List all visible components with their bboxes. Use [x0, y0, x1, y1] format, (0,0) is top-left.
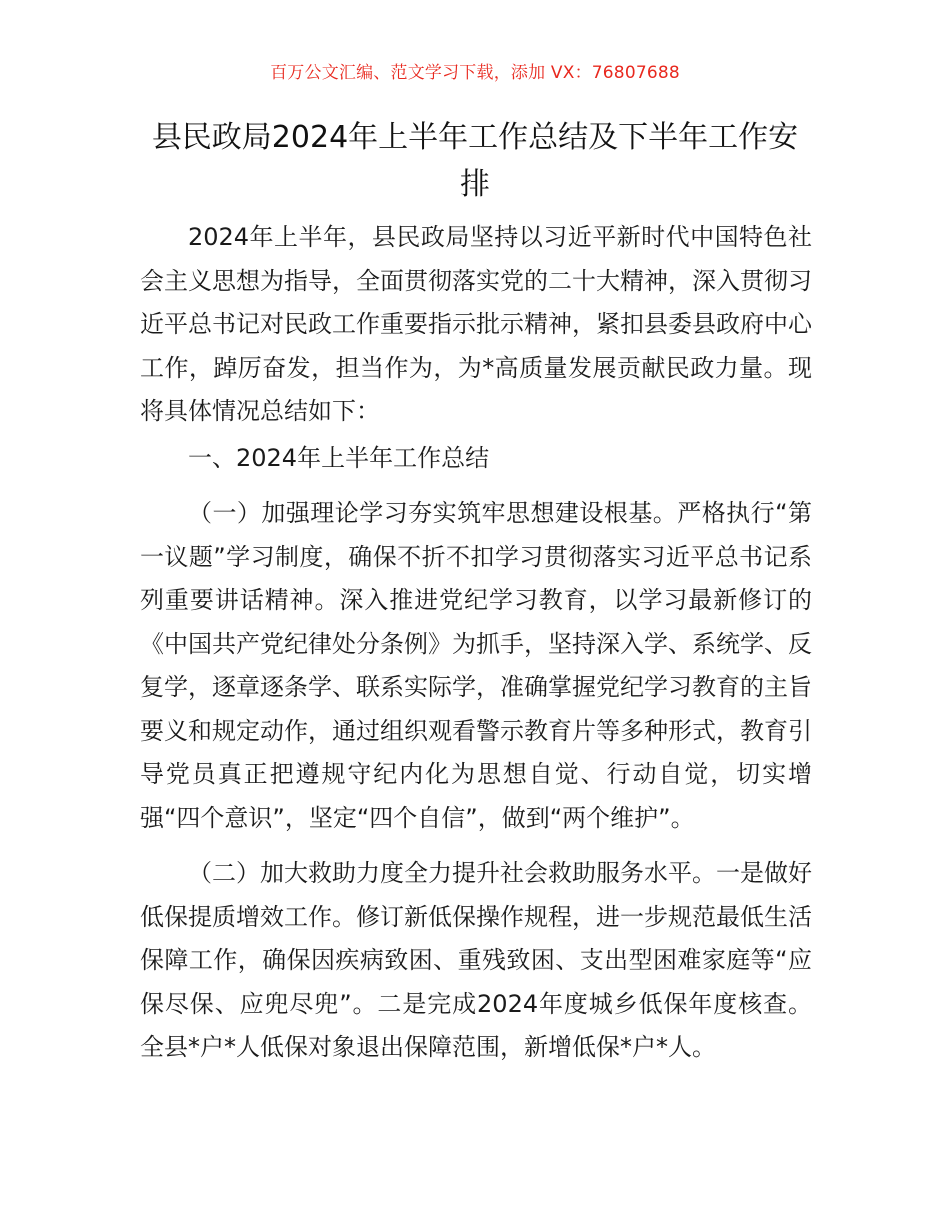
paragraph-social-assistance: （二）加大救助力度全力提升社会救助服务水平。一是做好低保提质增效工作。修订新低保操作规程，进一步规范最低生活保障工作，确保因疾病致困、重残致困、支出型困难家庭等“应保尽保、应兜尽兜”。二是完成2024年度城乡低保年度核查。全县*户*人低保对象退出保障范围，新增低保*户*人。 — [140, 859, 812, 1061]
document-body — [140, 216, 812, 1070]
paragraph-theory-study: （一）加强理论学习夯实筑牢思想建设根基。严格执行“第一议题”学习制度，确保不折不扣学习贯彻落实习近平总书记系列重要讲话精神。深入推进党纪学习教育，以学习最新修订的《中国共产党纪律处分条例》为抓手，坚持深入学、系统学、反复学，逐章逐条学、联系实际学，准确掌握党纪学习教育的主旨要义和规定动作，通过组织观看警示教育片等多种形式，教育引导党员真正把遵规守纪内化为思想自觉、行动自觉，切实增强“四个意识”，坚定“四个自信”，做到“两个维护”。 — [140, 499, 812, 832]
intro-paragraph: 2024年上半年，县民政局坚持以习近平新时代中国特色社会主义思想为指导，全面贯彻落实党的二十大精神，深入贯彻习近平总书记对民政工作重要指示批示精神，紧扣县委县政府中心工作，踔厉奋发，担当作为，为*高质量发展贡献民政力量。现将具体情况总结如下： — [140, 223, 812, 425]
header-banner: 百万公文汇编、范文学习下载，添加 VX：76807688 — [270, 63, 680, 83]
section-heading: 一、2024年上半年工作总结 — [188, 443, 490, 472]
document-title: 县民政局2024年上半年工作总结及下半年工作安排 — [151, 120, 799, 202]
